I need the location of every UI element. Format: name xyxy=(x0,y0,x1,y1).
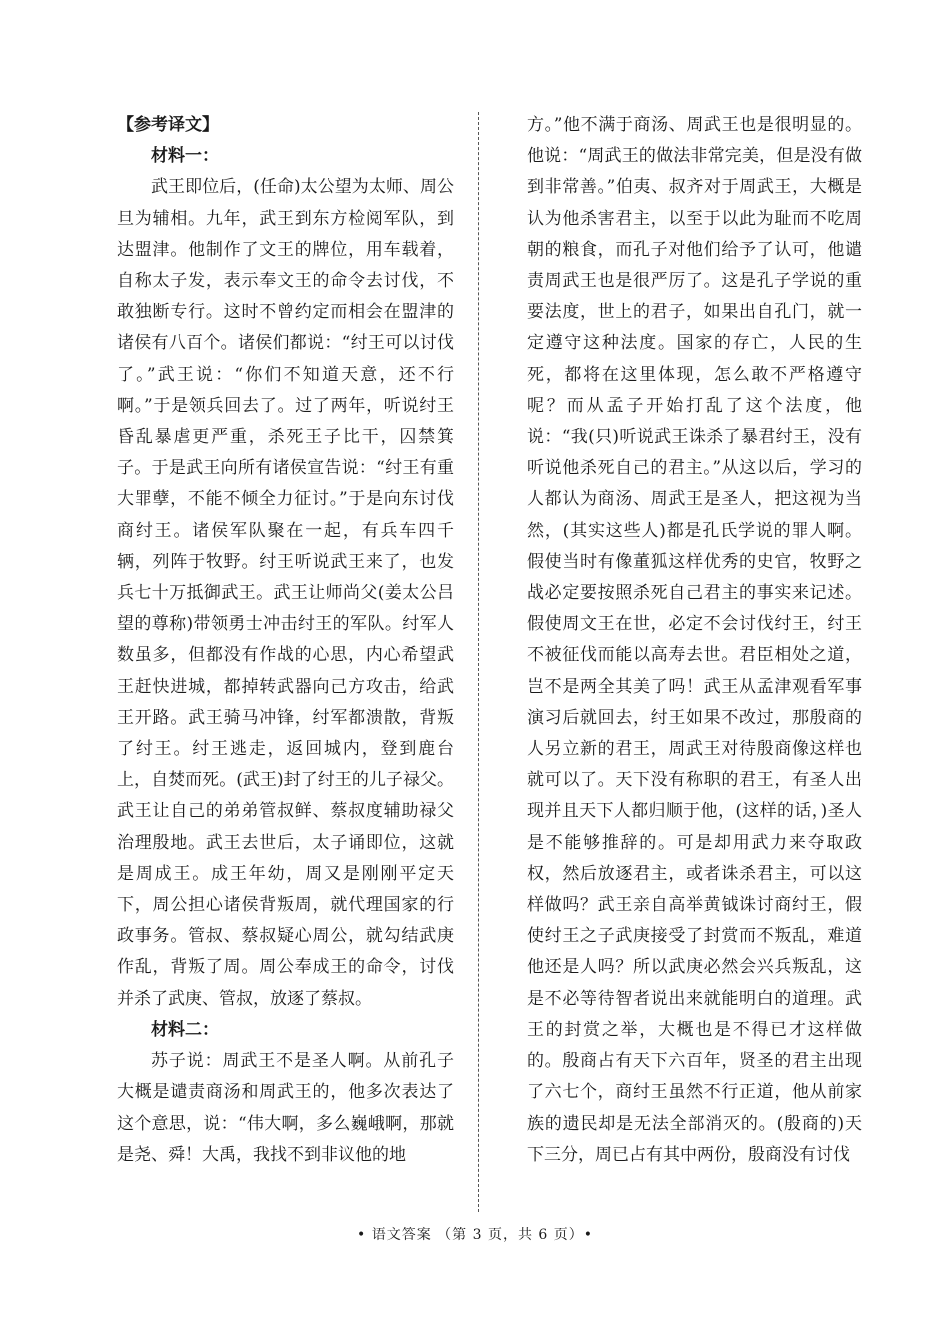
material1-text: 武王即位后，(任命)太公望为太师、周公旦为辅相。九年，武王到东方检阅军队，到达盟津。他制作了文王的牌位，用车载着，自称太子发，表示奉文王的命令去讨伐，不敢独断专行。这时不曾约定而相会在盟津的诸侯有八百个。诸侯们都说：“纣王可以讨伐了。”武王说：“你们不知道天意，还不行啊。”于是领兵回去了。过了两年，听说纣王昏乱暴虐更严重，杀死王子比干，囚禁箕子。于是武王向所有诸侯宣告说：“纣王有重大罪孽，不能不倾全力征讨。”于是向东讨伐商纣王。诸侯军队聚在一起，有兵车四千辆，列阵于牧野。纣王听说武王来了，也发兵七十万抵御武王。武王让师尚父(姜太公吕望的尊称)带领勇士冲击纣王的军队。纣军人数虽多，但都没有作战的心思，内心希望武王赶快进城，都掉转武器向己方攻击，给武王开路。武王骑马冲锋，纣军都溃散，背叛了纣王。纣王逃走，返回城内，登到鹿台上，自焚而死。(武王)封了纣王的儿子禄父。武王让自己的弟弟管叔鲜、蔡叔度辅助禄父治理殷地。武王去世后，太子诵即位，这就是周成王。成王年幼，周又是刚刚平定天下，周公担心诸侯背叛周，就代理国家的行政事务。管叔、蔡叔疑心周公，就勾结武庚作乱，背叛了周。周公奉成王的命令，讨伐并杀了武庚、管叔，放逐了蔡叔。 xyxy=(117,177,454,1009)
material2-text: 苏子说：周武王不是圣人啊。从前孔子大概是谴责商汤和周武王的，他多次表达了这个意思，说：“伟大啊，多么巍峨啊，那就是尧、舜！大禹，我找不到非议他的地 xyxy=(117,1051,454,1165)
material1-title: 材料一： xyxy=(151,146,219,167)
right-column-text: 方。”他不满于商汤、周武王也是很明显的。他说：“周武王的做法非常完美，但是没有做到非常善。”伯夷、叔齐对于周武王，大概是认为他杀害君主，以至于以此为耻而不吃周朝的粮食，而孔子对他们给予了认可，他谴责周武王也是很严厉了。这是孔子学说的重要法度，世上的君子，如果出自孔门，就一定遵守这种法度。国家的存亡，人民的生死，都将在这里体现，怎么敢不严格遵守呢？而从孟子开始打乱了这个法度，他说：“我(只)听说武王诛杀了暴君纣王，没有听说他杀死自己的君主。”从这以后，学习的人都认为商汤、周武王是圣人，把这视为当然，(其实这些人)都是孔氏学说的罪人啊。假使当时有像董狐这样优秀的史官，牧野之战必定要按照杀死自己君主的事实来记述。假使周文王在世，必定不会讨伐纣王，纣王不被征伐而能以高寿去世。君臣相处之道，岂不是两全其美了吗！武王从孟津观看军事演习后就回去，纣王如果不改过，那殷商的人另立新的君王，周武王对待殷商像这样也就可以了。天下没有称职的君王，有圣人出现并且天下人都归顺于他，(这样的话，)圣人是不能够推辞的。可是却用武力来夺取政权，然后放逐君主，或者诛杀君主，可以这样做吗？武王亲自高举黄钺诛讨商纣王，假使纣王之子武庚接受了封赏而不叛乱，难道他还是人吗？所以武庚必然会兴兵叛乱，这是不必等待智者说出来就能明白的道理。武王的封赏之举，大概也是不得已才这样做的。殷商占有天下六百年，贤圣的君主出现了六七个，商纣王虽然不行正道，他从前家族的遗民却是无法全部消灭的。(殷商的)天下三分，周已占有其中两份，殷商没有讨伐 xyxy=(527,115,862,1165)
material2-title: 材料二： xyxy=(151,1019,219,1040)
section-title: 【参考译文】 xyxy=(117,115,219,135)
column-divider xyxy=(478,112,479,1212)
left-column xyxy=(117,110,454,1171)
page-footer: • 语文答案 （第 3 页，共 6 页）• xyxy=(356,1227,594,1243)
right-column xyxy=(527,110,862,1171)
